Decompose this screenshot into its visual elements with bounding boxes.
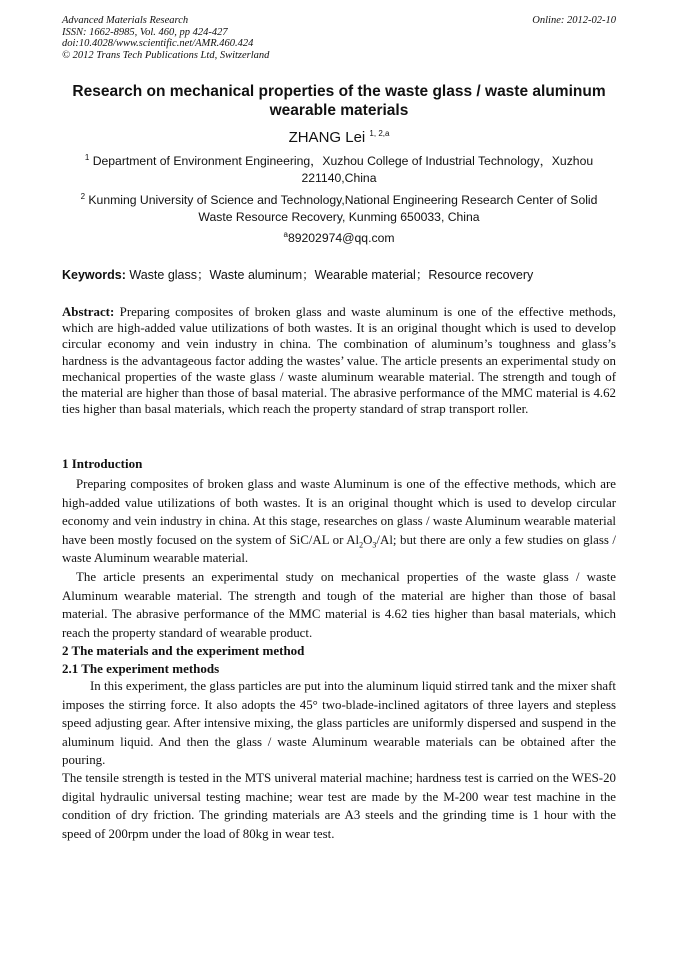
section-1-heading: 1 Introduction	[62, 456, 143, 471]
methods-paragraph-1: In this experiment, the glass particles are put into the aluminum liquid stirred tank and the mixer shaft imposes the stirring force. It also adopts the 45° two-blade-inclined agitators of three layers and stepless speed adjusting gear. After intensive mixing, the glass particles are uniformly dispersed and suspend in the aluminum liquid. And then the glass / waste Aluminum wearable materials can be obtained after the pouring.	[62, 679, 616, 768]
keywords	[62, 267, 622, 284]
author-marks: 1, 2,a	[369, 129, 390, 138]
keywords-text: Waste glass；Waste aluminum；Wearable material；Resource recovery	[129, 268, 534, 282]
keywords-label: Keywords:	[62, 268, 126, 282]
affiliation-2-num: 2	[80, 191, 86, 201]
intro-p1-text-b: /Al; but there are only a few studies on glass / waste Aluminum wearable material.	[62, 532, 616, 566]
journal-issn: ISSN: 1662-8985, Vol. 460, pp 424-427	[62, 26, 228, 38]
abstract	[62, 304, 616, 417]
intro-p1-text-a: Preparing composites of broken glass and waste Aluminum is one of the effective methods, which are high-added value utilizations of both wastes. It is an original thought which is used to develop circular economy and vein industry in china. At this stage, researches on glass / waste Aluminum wearable material have been mostly focused on the system of SiC/AL or Al	[62, 477, 616, 547]
email-mark: a	[283, 229, 288, 239]
affiliation-2-text: Kunming University of Science and Technology,National Engineering Research Center of Solid Waste Resource Recovery, Kunming 650033, China	[88, 193, 598, 224]
affiliation-1-text: Department of Environment Engineering，Xuzhou College of Industrial Technology，Xuzhou 221140,China	[92, 154, 594, 185]
author-name: ZHANG Lei	[288, 129, 366, 146]
intro-p1-text-o: O	[363, 532, 373, 547]
intro-paragraph-2: The article presents an experimental study on mechanical properties of the waste glass / waste Aluminum wearable material. The strength and tough of the material are higher than those of basal material. The abrasive performance of the MMC material is 4.62 ties higher than basal materials, which reach the property standard of wearable product.	[62, 570, 616, 640]
paper-title: Research on mechanical properties of the waste glass / waste aluminum wearable materials	[72, 83, 606, 119]
methods-paragraph-2: The tensile strength is tested in the MTS univeral material machine; hardness test is carried on the WES-20 digital hydraulic universal testing machine; wear test are made by the M-200 wear test machine in the condition of dry friction. The grinding materials are A3 steels and the grinding time is 1 hour with the speed of 200rpm under the load of 80kg in wear test.	[62, 771, 616, 841]
abstract-text: Preparing composites of broken glass and waste aluminum is one of the effective methods, which are high-added value utilizations of both wastes. It is an original thought which is used to develop circular economy and vein industry in china. The combination of aluminum’s toughness and glass’s hardness is the advantageous factor adding the wastes’ value. The article presents an experimental study on mechanical properties of the waste glass / waste aluminum wearable material. The strength and tough of the material are higher than those of basal material. The abrasive performance of the MMC material is 4.62 ties higher than basal materials, which reach the property standard of strap transport roller.	[62, 305, 616, 417]
journal-doi: doi:10.4028/www.scientific.net/AMR.460.424	[62, 38, 254, 49]
journal-name: Advanced Materials Research	[62, 15, 189, 26]
section-2-1-heading: 2.1 The experiment methods	[62, 661, 220, 676]
affiliation-1	[62, 153, 616, 187]
intro-p1-sub-2: 3	[372, 540, 377, 550]
affiliation-2	[62, 192, 616, 226]
affiliation-1-num: 1	[84, 152, 90, 162]
journal-header	[62, 15, 616, 61]
intro-p1-sub-1: 2	[359, 540, 364, 550]
abstract-label: Abstract:	[62, 305, 115, 319]
author-email	[62, 230, 616, 247]
online-date: Online: 2012-02-10	[532, 15, 616, 26]
author-line	[62, 129, 616, 147]
intro-paragraph-1	[62, 475, 616, 568]
section-2-heading: 2 The materials and the experiment method	[62, 643, 305, 658]
email-address: 89202974@qq.com	[287, 231, 395, 245]
journal-copyright: © 2012 Trans Tech Publications Ltd, Switzerland	[62, 49, 270, 61]
